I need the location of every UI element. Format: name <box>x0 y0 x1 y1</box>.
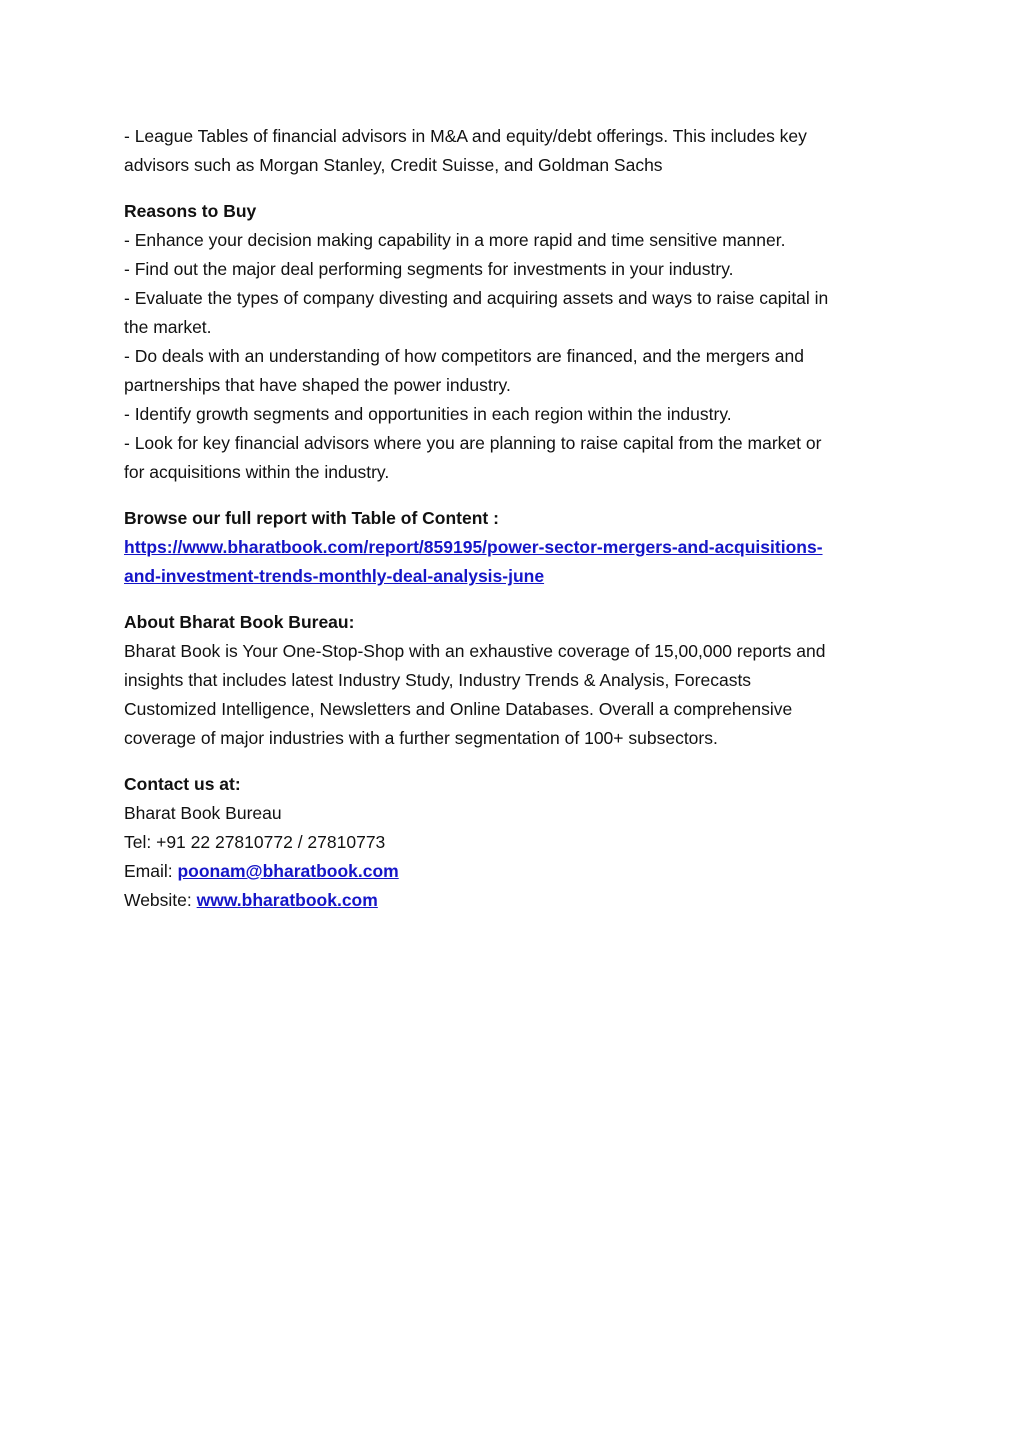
browse-section <box>124 504 894 591</box>
report-link[interactable]: https://www.bharatbook.com/report/859195/power-sector-mergers-and-acquisitions- <box>124 537 823 557</box>
contact-tel: Tel: +91 22 27810772 / 27810773 <box>124 832 386 852</box>
reasons-line: - Evaluate the types of company divesting and acquiring assets and ways to raise capital in <box>124 288 829 308</box>
intro-paragraph <box>124 122 894 180</box>
website-link[interactable]: www.bharatbook.com <box>196 890 378 910</box>
contact-section <box>124 770 894 915</box>
email-label: Email: <box>124 861 178 881</box>
reasons-heading: Reasons to Buy <box>124 201 257 221</box>
contact-website-row <box>124 886 894 915</box>
reasons-line: - Do deals with an understanding of how competitors are financed, and the mergers and <box>124 346 804 366</box>
reasons-line: - Look for key financial advisors where you are planning to raise capital from the market or <box>124 433 822 453</box>
website-label: Website: <box>124 890 197 910</box>
document-body <box>124 122 894 932</box>
email-link[interactable]: poonam@bharatbook.com <box>177 861 399 881</box>
report-link-continued[interactable]: and-investment-trends-monthly-deal-analysis-june <box>124 566 545 586</box>
reasons-line: the market. <box>124 317 212 337</box>
about-heading: About Bharat Book Bureau: <box>124 612 355 632</box>
contact-company: Bharat Book Bureau <box>124 803 282 823</box>
contact-heading: Contact us at: <box>124 774 241 794</box>
reasons-section <box>124 197 894 487</box>
about-line: coverage of major industries with a further segmentation of 100+ subsectors. <box>124 728 718 748</box>
intro-line: - League Tables of financial advisors in M&A and equity/debt offerings. This includes key <box>124 126 807 146</box>
about-line: insights that includes latest Industry Study, Industry Trends & Analysis, Forecasts <box>124 670 752 690</box>
reasons-line: partnerships that have shaped the power industry. <box>124 375 511 395</box>
reasons-line: - Find out the major deal performing segments for investments in your industry. <box>124 259 734 279</box>
reasons-line: for acquisitions within the industry. <box>124 462 390 482</box>
about-line: Bharat Book is Your One-Stop-Shop with an exhaustive coverage of 15,00,000 reports and <box>124 641 826 661</box>
contact-email-row <box>124 857 894 886</box>
about-line: Customized Intelligence, Newsletters and Online Databases. Overall a comprehensive <box>124 699 793 719</box>
reasons-line: - Enhance your decision making capability in a more rapid and time sensitive manner. <box>124 230 786 250</box>
browse-heading: Browse our full report with Table of Content : <box>124 508 499 528</box>
about-section <box>124 608 894 753</box>
reasons-line: - Identify growth segments and opportunities in each region within the industry. <box>124 404 732 424</box>
intro-line: advisors such as Morgan Stanley, Credit Suisse, and Goldman Sachs <box>124 155 663 175</box>
